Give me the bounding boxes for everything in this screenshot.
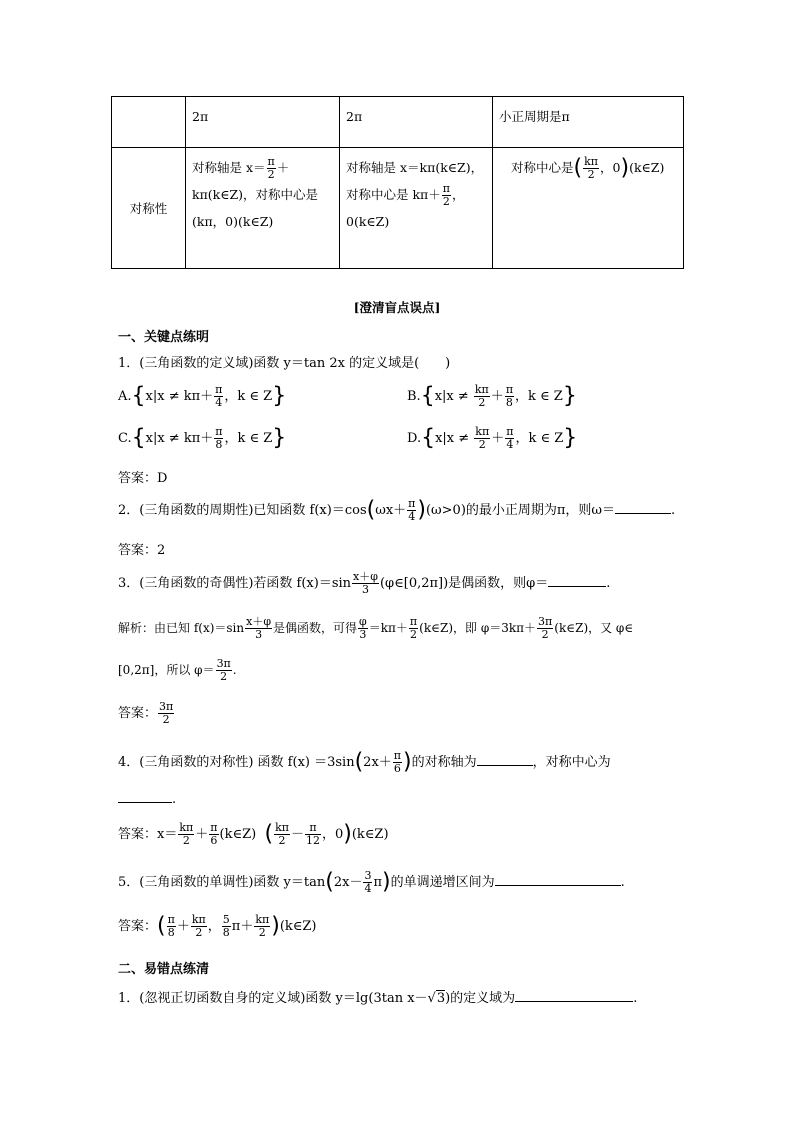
- answer-label: 答案：: [118, 827, 158, 842]
- question-text: 4．(三角函数的对称性) 函数 f(x) ＝3sin: [118, 755, 355, 770]
- question-text: ωx＋: [375, 503, 407, 518]
- denominator: 2: [195, 926, 203, 939]
- denominator: 2: [478, 396, 486, 409]
- denominator: 2: [162, 713, 170, 726]
- right-paren: ): [271, 913, 280, 939]
- denominator: 2: [410, 628, 418, 641]
- fraction: [474, 426, 490, 451]
- cell-text: ，0(k∈Z): [346, 187, 465, 229]
- answer-text: ，0: [321, 827, 344, 842]
- part-heading: 一、关键点练明: [118, 330, 210, 345]
- fraction: [505, 384, 514, 409]
- fraction: [474, 384, 490, 409]
- fraction: [178, 822, 194, 847]
- left-brace: {: [421, 425, 436, 451]
- table-cell: [493, 148, 684, 269]
- numerator: 3π: [538, 615, 553, 628]
- option-text: ，k ∈ Z: [224, 389, 273, 404]
- numerator: kπ: [584, 155, 599, 168]
- question-1: 1．(三角函数的定义域)函数 y＝tan 2x 的定义域是( ): [118, 356, 451, 371]
- numerator: x＋φ: [353, 570, 378, 583]
- numerator: kπ: [275, 821, 289, 834]
- answer-label: 答案：: [118, 919, 158, 934]
- numerator: kπ: [179, 821, 194, 834]
- option-letter: C.: [118, 431, 132, 446]
- option-text: x|x ≠ kπ＋: [145, 389, 214, 404]
- option-b: [407, 384, 577, 409]
- question-text: )的定义域为: [445, 991, 516, 1006]
- fraction: [537, 616, 553, 641]
- fraction: [158, 701, 174, 726]
- numerator: π: [215, 425, 223, 438]
- answer: [118, 822, 389, 847]
- cell-text: 对称中心是: [511, 160, 574, 175]
- question-text: 2x＋: [363, 755, 392, 770]
- answer-text: ，: [207, 919, 221, 934]
- left-paren: (: [573, 155, 583, 181]
- right-brace: }: [562, 383, 577, 409]
- solution-text: 解析：由已知 f(x)＝sin: [118, 621, 245, 635]
- left-paren: (: [366, 497, 376, 523]
- operator: ＋: [490, 389, 504, 404]
- question-text: 的单调递增区间为: [390, 875, 495, 890]
- fraction: [245, 616, 272, 641]
- option-d: [407, 426, 577, 451]
- option-text: x|x ≠ kπ＋: [145, 431, 214, 446]
- question-text: 3．(三角函数的奇偶性)若函数 f(x)＝sin: [118, 576, 352, 591]
- answer-text: (k∈Z): [279, 919, 317, 934]
- option-text: ，k ∈ Z: [224, 431, 273, 446]
- denominator: 8: [505, 396, 513, 409]
- fraction: [363, 870, 372, 895]
- denominator: 8: [222, 926, 230, 939]
- left-paren: (: [325, 869, 334, 895]
- denominator: 12: [305, 834, 320, 847]
- denominator: 4: [364, 882, 372, 895]
- numerator: kπ: [191, 913, 206, 926]
- fraction: [214, 426, 223, 451]
- numerator: kπ: [475, 425, 490, 438]
- question-text: ，对称中心为: [532, 755, 611, 770]
- numerator: π: [408, 497, 416, 510]
- fraction: [409, 616, 418, 641]
- option-text: ，k ∈ Z: [515, 431, 564, 446]
- question-text: 2．(三角函数的周期性)已知函数 f(x)＝cos: [118, 503, 367, 518]
- denominator: 6: [393, 762, 401, 775]
- question-text: .: [671, 503, 676, 518]
- fraction: [167, 914, 176, 939]
- answer-label: 答案：: [118, 706, 158, 721]
- solution-text: (k∈Z)，即 φ＝3kπ＋: [419, 621, 537, 635]
- solution-text: ＝kπ＋: [368, 621, 408, 635]
- left-brace: {: [131, 383, 146, 409]
- question-text: 1．(忽视正切函数自身的定义域)函数 y＝lg(3tan x－: [118, 991, 428, 1006]
- denominator: 2: [587, 168, 595, 181]
- numerator: 3π: [159, 700, 174, 713]
- table-cell: 小正周期是π: [493, 97, 684, 148]
- numerator: kπ: [255, 913, 270, 926]
- denominator: 3: [362, 583, 369, 596]
- denominator: 2: [278, 834, 286, 847]
- table-cell: [186, 148, 340, 269]
- answer-text: (k∈Z): [219, 827, 257, 842]
- right-paren: ): [620, 155, 630, 181]
- answer-blank[interactable]: [495, 873, 621, 886]
- fraction: [505, 426, 514, 451]
- question-4: [118, 750, 611, 775]
- question-4-cont: [118, 790, 176, 807]
- cell-text: ＋kπ(k∈Z)，对称中心是(kπ，0)(k∈Z): [192, 160, 319, 229]
- fraction: [222, 914, 231, 939]
- option-letter: D.: [407, 431, 422, 446]
- table-cell: 2π: [186, 97, 340, 148]
- operator: ＋: [491, 431, 505, 446]
- denominator: 2: [258, 926, 266, 939]
- denominator: 3: [359, 628, 367, 641]
- denominator: 4: [408, 510, 416, 523]
- cell-text: 对称轴是 x＝: [192, 160, 266, 175]
- denominator: 8: [167, 926, 175, 939]
- denominator: 3: [255, 628, 263, 641]
- fraction: [352, 571, 379, 596]
- answer-text: π＋: [231, 919, 254, 934]
- solution-text: (k∈Z)，又 φ∈: [554, 621, 634, 635]
- right-brace: }: [272, 383, 287, 409]
- cell-text: 对称轴是 x＝kπ(k∈Z)，: [346, 160, 484, 175]
- answer-blank[interactable]: [515, 989, 633, 1002]
- table-row: [112, 148, 684, 269]
- solution-line-1: [118, 616, 633, 641]
- cell-text: ，0: [600, 160, 621, 175]
- left-brace: {: [131, 425, 146, 451]
- fraction: [393, 750, 402, 775]
- denominator: 2: [267, 168, 275, 181]
- question-text: 5．(三角函数的单调性)函数 y＝tan: [118, 875, 326, 890]
- right-paren: ): [403, 749, 412, 775]
- denominator: 2: [541, 628, 549, 641]
- left-paren: (: [354, 749, 364, 775]
- option-text: ，k ∈ Z: [515, 389, 563, 404]
- numerator: kπ: [474, 383, 489, 396]
- numerator: π: [167, 913, 175, 926]
- question-6: [118, 987, 637, 1006]
- option-letter: A.: [118, 389, 132, 404]
- option-letter: B.: [407, 389, 421, 404]
- question-text: π: [373, 875, 382, 890]
- section-title: [澄清盲点误点]: [353, 300, 441, 315]
- question-text: .: [172, 792, 177, 807]
- fraction: [267, 156, 276, 181]
- operator: －: [290, 827, 304, 842]
- fraction: [583, 156, 599, 181]
- sqrt-radicand: 3: [436, 991, 446, 1006]
- operator: ＋: [176, 919, 190, 934]
- answer-blank[interactable]: [548, 574, 606, 587]
- numerator: π: [393, 749, 402, 762]
- question-text: .: [633, 991, 638, 1006]
- denominator: 6: [210, 834, 218, 847]
- question-text: .: [606, 576, 611, 591]
- question-3: [118, 571, 610, 596]
- numerator: 3π: [216, 657, 231, 670]
- table-cell: 2π: [340, 97, 493, 148]
- numerator: φ: [359, 615, 367, 628]
- fraction: [442, 183, 451, 208]
- answer: [118, 701, 175, 726]
- denominator: 2: [442, 195, 450, 208]
- numerator: π: [215, 383, 223, 396]
- question-5: [118, 870, 625, 895]
- answer-text: (k∈Z): [351, 827, 389, 842]
- fraction: [305, 822, 321, 847]
- fraction: [407, 498, 416, 523]
- question-text: 2x－: [333, 875, 363, 890]
- solution-text: .: [232, 663, 237, 677]
- right-brace: }: [563, 425, 578, 451]
- right-paren: ): [382, 869, 391, 895]
- numerator: 5: [222, 913, 230, 926]
- denominator: 8: [215, 438, 223, 451]
- table-cell: [112, 97, 186, 148]
- question-2: [118, 498, 675, 523]
- properties-table: [111, 96, 684, 269]
- fraction: [274, 822, 290, 847]
- answer: 答案：2: [118, 543, 166, 558]
- fraction: [214, 384, 223, 409]
- fraction: [358, 616, 368, 641]
- question-text: (ω>0)的最小正周期为π，则ω＝: [425, 503, 616, 518]
- answer-text: x＝: [157, 827, 178, 842]
- denominator: 2: [478, 438, 486, 451]
- cell-text: (k∈Z): [629, 160, 665, 175]
- answer-blank[interactable]: [615, 501, 671, 514]
- question-text: .: [620, 875, 625, 890]
- option-text: x|x ≠: [434, 389, 473, 404]
- numerator: x＋φ: [246, 615, 272, 628]
- left-brace: {: [420, 383, 435, 409]
- question-text: 的对称轴为: [411, 755, 477, 770]
- answer-blank[interactable]: [118, 790, 172, 803]
- table-cell: [340, 148, 493, 269]
- denominator: 4: [215, 396, 223, 409]
- operator: ＋: [195, 827, 209, 842]
- denominator: 2: [220, 670, 228, 683]
- cell-text: 对称中心是 kπ＋: [346, 187, 441, 202]
- fraction: [216, 658, 232, 683]
- numerator: π: [442, 182, 450, 195]
- question-text: (φ∈[0,2π])是偶函数，则φ＝: [379, 576, 549, 591]
- numerator: π: [409, 615, 418, 628]
- fraction: [191, 914, 207, 939]
- left-paren: (: [157, 913, 166, 939]
- solution-text: [0,2π]，所以 φ＝: [118, 663, 215, 677]
- right-brace: }: [272, 425, 287, 451]
- answer: 答案：D: [118, 471, 168, 486]
- part-heading: 二、易错点练清: [118, 962, 210, 977]
- fraction: [209, 822, 218, 847]
- table-row: [112, 97, 684, 148]
- option-text: x|x ≠: [435, 431, 474, 446]
- answer: [118, 914, 317, 939]
- left-paren: (: [264, 821, 274, 847]
- right-paren: ): [343, 821, 352, 847]
- solution-text: 是偶函数，可得: [273, 621, 358, 635]
- right-paren: ): [417, 497, 426, 523]
- numerator: π: [505, 383, 514, 396]
- option-a: [118, 384, 286, 409]
- fraction: [254, 914, 270, 939]
- denominator: 2: [182, 834, 190, 847]
- option-c: [118, 426, 286, 451]
- numerator: 3: [364, 869, 372, 882]
- numerator: π: [267, 155, 275, 168]
- numerator: π: [506, 425, 514, 438]
- numerator: π: [210, 821, 218, 834]
- denominator: 4: [506, 438, 514, 451]
- sqrt-sign: √: [427, 991, 436, 1006]
- answer-blank[interactable]: [477, 753, 533, 766]
- row-label: 对称性: [112, 148, 186, 269]
- numerator: π: [305, 822, 321, 835]
- solution-line-2: [118, 658, 237, 683]
